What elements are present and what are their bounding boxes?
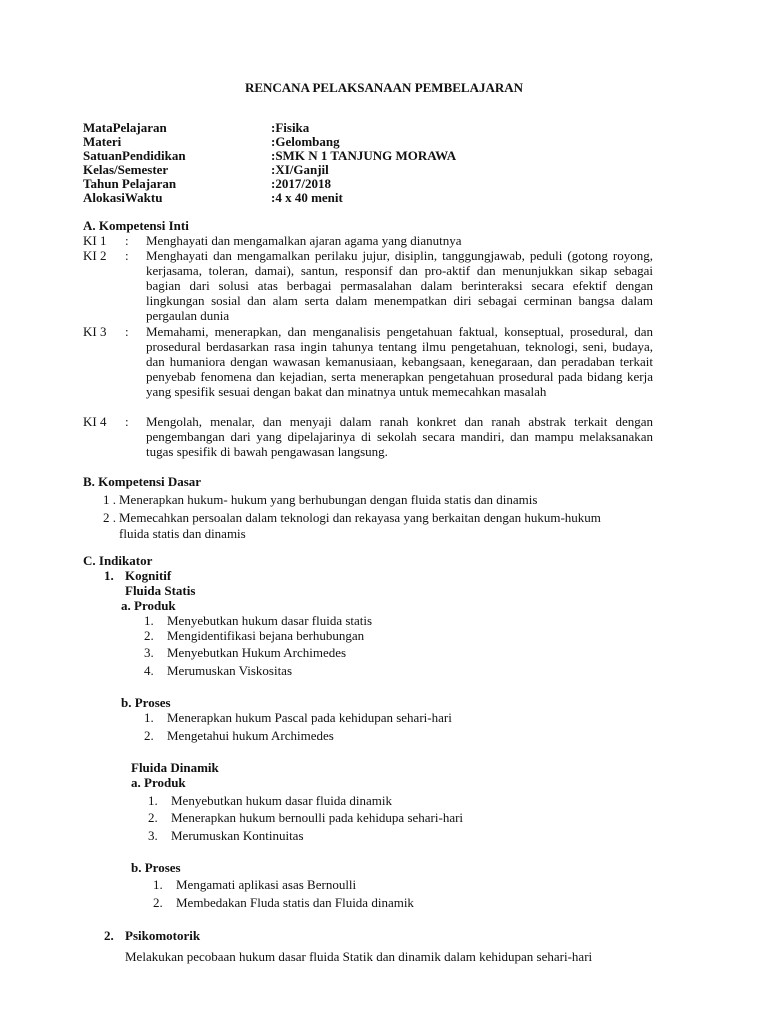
list-item: Mengidentifikasi bejana berhubungan xyxy=(167,628,365,643)
statis-produk-label: a. Produk xyxy=(121,598,176,613)
ki-text: Menghayati dan mengamalkan perilaku jujur, disiplin, tanggungjawab, peduli (gotong royong, kerjasama, toleran, damai), santun, responsif dan pro-aktif dan menunjukkan sikap sebagai bagian dari solusi atas berbagai permasalahan dalam berinteraksi secara efektif dengan lingkungan sosial dan alam serta dalam menempatkan diri sebagai cerminan bangsa dalam pergaulan dunia xyxy=(146,248,653,323)
list-item: Membedakan Fluda statis dan Fluida dinamik xyxy=(176,895,414,910)
identity-label: Kelas/Semester xyxy=(83,162,169,177)
identity-label: SatuanPendidikan xyxy=(83,148,186,163)
kognitif-number: 1. xyxy=(104,568,114,583)
list-number: 2. xyxy=(153,895,163,910)
list-number: 1. xyxy=(144,613,154,628)
list-number: 3. xyxy=(144,645,154,660)
identity-value: :XI/Ganjil xyxy=(271,162,329,177)
kd-text: Memecahkan persoalan dalam teknologi dan rekayasa yang berkaitan dengan hukum-hukum xyxy=(119,510,601,525)
fluida-statis-title: Fluida Statis xyxy=(125,583,196,598)
list-item: Menyebutkan hukum dasar fluida dinamik xyxy=(171,793,392,808)
list-item: Merumuskan Kontinuitas xyxy=(171,828,304,843)
list-item: Menerapkan hukum bernoulli pada kehidupa sehari-hari xyxy=(171,810,464,825)
ki-sep: : xyxy=(125,324,129,339)
ki-code: KI 1 xyxy=(83,233,107,248)
ki-sep: : xyxy=(125,233,129,248)
list-number: 4. xyxy=(144,663,154,678)
identity-value: :SMK N 1 TANJUNG MORAWA xyxy=(271,148,457,163)
ki-code: KI 4 xyxy=(83,414,107,429)
list-item: Menyebutkan hukum dasar fluida statis xyxy=(167,613,373,628)
list-number: 2. xyxy=(144,728,154,743)
identity-value: :Fisika xyxy=(271,120,310,135)
ki-code: KI 3 xyxy=(83,324,107,339)
identity-label: Materi xyxy=(83,134,122,149)
section-c-heading: C. Indikator xyxy=(83,553,153,568)
list-number: 1. xyxy=(148,793,158,808)
section-b-heading: B. Kompetensi Dasar xyxy=(83,474,202,489)
list-number: 2. xyxy=(148,810,158,825)
ki-sep: : xyxy=(125,414,129,429)
ki-text: Mengolah, menalar, dan menyaji dalam ranah konkret dan ranah abstrak terkait dengan pengembangan dari yang dipelajarinya di sekolah secara mandiri, dan mampu melaksanakan tugas spesifik di bawah pengawasan langsung. xyxy=(146,414,653,459)
list-number: 2. xyxy=(144,628,154,643)
ki-sep: : xyxy=(125,248,129,263)
fluida-dinamik-title: Fluida Dinamik xyxy=(131,760,219,775)
section-a-heading: A. Kompetensi Inti xyxy=(83,218,189,233)
ki-code: KI 2 xyxy=(83,248,107,263)
list-number: 3. xyxy=(148,828,158,843)
kognitif-label: Kognitif xyxy=(125,568,172,583)
ki-text: Memahami, menerapkan, dan menganalisis pengetahuan faktual, konseptual, prosedural, dan prosedural berdasarkan rasa ingin tahunya tentang ilmu pengetahuan, teknologi, seni, budaya, dan humaniora dengan wawasan kemanusiaan, kebangsaan, kenegaraan, dan peradaban terkait penyebab fenomena dan kejadian, serta menerapkan pengetahuan prosedural pada bidang kerja yang spesifik sesuai dengan bakat dan minatnya untuk memecahkan masalah xyxy=(146,324,653,399)
identity-label: AlokasiWaktu xyxy=(83,190,163,205)
list-item: Merumuskan Viskositas xyxy=(167,663,293,678)
page-title: RENCANA PELAKSANAAN PEMBELAJARAN xyxy=(244,80,524,95)
kd-text: Menerapkan hukum- hukum yang berhubungan dengan fluida statis dan dinamis xyxy=(119,492,538,507)
statis-proses-label: b. Proses xyxy=(121,695,171,710)
dinamik-produk-label: a. Produk xyxy=(131,775,186,790)
kd-number: 2 . xyxy=(103,510,116,525)
kd-number: 1 . xyxy=(103,492,116,507)
identity-value: :Gelombang xyxy=(271,134,340,149)
identity-value: :4 x 40 menit xyxy=(271,190,343,205)
list-item: Mengetahui hukum Archimedes xyxy=(167,728,334,743)
psikomotorik-number: 2. xyxy=(104,928,114,943)
list-item: Menerapkan hukum Pascal pada kehidupan sehari-hari xyxy=(167,710,452,725)
identity-label: Tahun Pelajaran xyxy=(83,176,177,191)
identity-label: MataPelajaran xyxy=(83,120,167,135)
dinamik-proses-label: b. Proses xyxy=(131,860,181,875)
kd-text-continuation: fluida statis dan dinamis xyxy=(119,526,246,541)
identity-value: :2017/2018 xyxy=(271,176,331,191)
psikomotorik-text: Melakukan pecobaan hukum dasar fluida Statik dan dinamik dalam kehidupan sehari-hari xyxy=(125,949,593,964)
list-item: Menyebutkan Hukum Archimedes xyxy=(167,645,347,660)
psikomotorik-label: Psikomotorik xyxy=(125,928,201,943)
list-item: Mengamati aplikasi asas Bernoulli xyxy=(176,877,357,892)
list-number: 1. xyxy=(153,877,163,892)
list-number: 1. xyxy=(144,710,154,725)
ki-text: Menghayati dan mengamalkan ajaran agama yang dianutnya xyxy=(146,233,462,248)
